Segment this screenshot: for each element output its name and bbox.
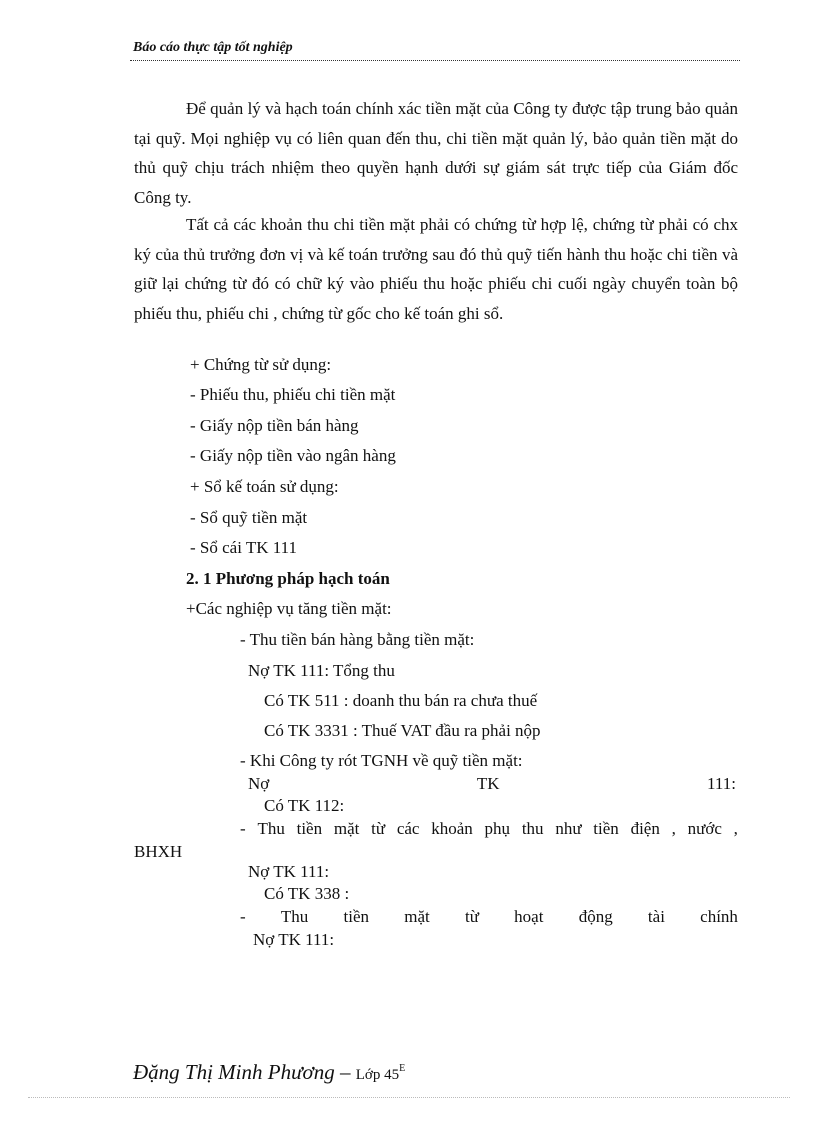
other-title-word: như xyxy=(555,819,582,838)
finance-title-word: tài xyxy=(647,907,665,926)
documents-item: - Phiếu thu, phiếu chi tiền mặt xyxy=(190,385,396,404)
finance-title-word: mặt xyxy=(404,907,430,926)
other-title-row xyxy=(240,819,738,839)
bank-debit-part: Nợ xyxy=(248,774,270,793)
other-title-word: tiền xyxy=(593,819,619,838)
bank-debit-part: 111: xyxy=(707,774,736,793)
other-title-word: phụ xyxy=(484,819,511,838)
other-title-word: nước xyxy=(687,819,722,838)
bank-debit-row xyxy=(248,774,736,794)
bank-credit: Có TK 112: xyxy=(264,796,345,815)
increase-heading: +Các nghiệp vụ tăng tiền mặt: xyxy=(186,599,392,618)
other-title-word: các xyxy=(396,819,420,838)
finance-title-word: chính xyxy=(700,907,738,926)
other-title-word: , xyxy=(671,819,676,838)
header-divider xyxy=(130,60,740,61)
finance-title-word: tiền xyxy=(343,907,370,926)
other-title-word: thu xyxy=(521,819,544,838)
paragraph-2: Tất cả các khoản thu chi tiền mặt phải có chứng từ hợp lệ, chứng từ phải có chx ký của thủ trưởng đơn vị và kế toán trưởng sau đó thủ quỹ tiến hành thu hoặc chi tiền và giữ lại chứng từ đó có chữ ký vào phiếu thu hoặc phiếu chi cuối ngày chuyển toàn bộ phiếu thu, phiếu chi , chứng từ gốc cho kế toán ghi sổ. xyxy=(134,215,738,323)
other-title-word: - xyxy=(240,819,246,838)
footer-class-sup: E xyxy=(399,1063,406,1074)
books-item: - Sổ quỹ tiền mặt xyxy=(190,508,308,527)
other-title-word: từ xyxy=(371,819,386,838)
finance-title-word: động xyxy=(578,907,613,926)
other-credit: Có TK 338 : xyxy=(264,884,350,903)
finance-title-word: hoạt xyxy=(514,907,544,926)
footer-divider xyxy=(28,1097,790,1098)
page-header-title: Báo cáo thực tập tốt nghiệp xyxy=(133,40,293,55)
other-title-word: Thu xyxy=(257,819,285,838)
paragraph-1: Để quản lý và hạch toán chính xác tiền mặt của Công ty được tập trung bảo quản tại quỹ. Mọi nghiệp vụ có liên quan đến thu, chi tiền mặt quản lý, bảo quản tiền mặt do thủ quỹ chịu trách nhiệm theo quyền hạnh dưới sự giám sát trực tiếp của Giám đốc Công ty. xyxy=(134,99,738,207)
other-title-word: , xyxy=(733,819,738,838)
section-title: 2. 1 Phương pháp hạch toán xyxy=(186,569,390,588)
documents-item: - Giấy nộp tiền bán hàng xyxy=(190,416,359,435)
finance-title-word: Thu xyxy=(280,907,309,926)
footer-name: Đặng Thị Minh Phương xyxy=(133,1060,335,1084)
bank-debit-part: TK xyxy=(476,774,500,793)
documents-item: - Giấy nộp tiền vào ngân hàng xyxy=(190,446,396,465)
other-title-continued: BHXH xyxy=(134,842,183,861)
sales-credit-511: Có TK 511 : doanh thu bán ra chưa thuế xyxy=(264,691,538,710)
finance-title-word: - xyxy=(240,907,246,926)
finance-title-row xyxy=(240,907,738,927)
footer-separator: – xyxy=(334,1060,356,1084)
books-item: - Sổ cái TK 111 xyxy=(190,538,298,557)
other-title-word: tiền xyxy=(296,819,323,838)
other-title-word: điện xyxy=(630,819,660,838)
documents-heading: + Chứng từ sử dụng: xyxy=(190,355,332,374)
footer-author xyxy=(133,1060,405,1085)
sales-credit-3331: Có TK 3331 : Thuế VAT đầu ra phải nộp xyxy=(264,721,541,740)
finance-title-word: từ xyxy=(465,907,479,926)
sales-debit: Nợ TK 111: Tổng thu xyxy=(248,661,395,680)
finance-debit: Nợ TK 111: xyxy=(253,930,335,949)
footer-class: Lớp 45 xyxy=(355,1067,400,1083)
other-title-word: mặt xyxy=(333,819,360,838)
other-debit: Nợ TK 111: xyxy=(248,862,330,881)
sales-title: - Thu tiền bán hàng bằng tiền mặt: xyxy=(240,630,475,649)
other-title-word: khoản xyxy=(431,819,473,838)
books-heading: + Sổ kế toán sử dụng: xyxy=(190,477,339,496)
bank-title: - Khi Công ty rót TGNH về quỹ tiền mặt: xyxy=(240,751,523,770)
